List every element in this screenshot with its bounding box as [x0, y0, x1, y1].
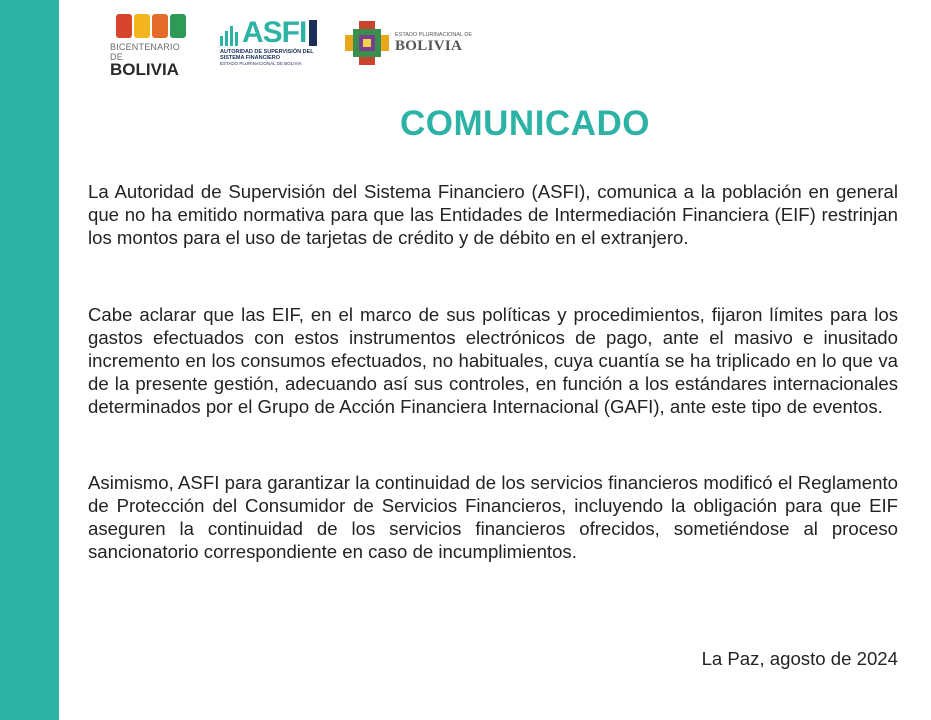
bicentenario-orange-block-icon [152, 14, 168, 38]
asfi-logo [220, 16, 324, 76]
estado-small-text: ESTADO PLURINACIONAL DE [395, 32, 473, 38]
bicentenario-small-text: BICENTENARIO DE [110, 42, 180, 62]
asfi-vertical-tag-icon [309, 20, 317, 46]
asfi-bars-icon [220, 20, 238, 46]
asfi-subtitle-secondary: ESTADO PLURINACIONAL DE BOLIVIA [220, 61, 302, 66]
bicentenario-red-block-icon [116, 14, 132, 38]
left-accent-band [0, 0, 59, 720]
page-title: COMUNICADO [400, 104, 650, 143]
estado-bolivia-logo [345, 18, 475, 68]
paragraph-1: La Autoridad de Supervisión del Sistema Financiero (ASFI), comunica a la población en general que no ha emitido normativa para que las Entidades de Intermediación Financiera (EIF) restrinjan los montos para el uso de tarjetas de crédito y de débito en el extranjero. [88, 181, 898, 248]
bicentenario-green-block-icon [170, 14, 186, 38]
paragraph-3: Asimismo, ASFI para garantizar la continuidad de los servicios financieros modificó el Reglamento de Protección del Consumidor de Servicios Financieros, incluyendo la obligación para que EIF aseguren la continuidad de los servicios financieros ofrecidos, sometiéndose al proceso sancionatorio correspondiente en caso de incumplimientos. [88, 472, 898, 562]
estado-big-text: BOLIVIA [395, 38, 463, 54]
bicentenario-emblem-icon [116, 14, 194, 38]
asfi-wordmark: ASFI [242, 16, 307, 49]
place-date-signature: La Paz, agosto de 2024 [701, 648, 898, 669]
asfi-subtitle: AUTORIDAD DE SUPERVISIÓN DEL SISTEMA FINANCIERO [220, 49, 314, 61]
paragraph-2: Cabe aclarar que las EIF, en el marco de sus políticas y procedimientos, fijaron límites para los gastos efectuados con estos instrumentos electrónicos de pago, ante el masivo e inusitado incremento en los consumos efectuados, no habituales, cuya cuantía se ha triplicado en lo que va de la presente gestión, adecuando así sus controles, en función a los estándares internacionales determinados por el Grupo de Acción Financiera Internacional (GAFI), ante este tipo de eventos. [88, 304, 898, 417]
bicentenario-yellow-block-icon [134, 14, 150, 38]
bicentenario-logo [110, 14, 194, 79]
chakana-emblem-icon [345, 21, 389, 65]
bicentenario-big-text: BOLIVIA [110, 60, 179, 79]
